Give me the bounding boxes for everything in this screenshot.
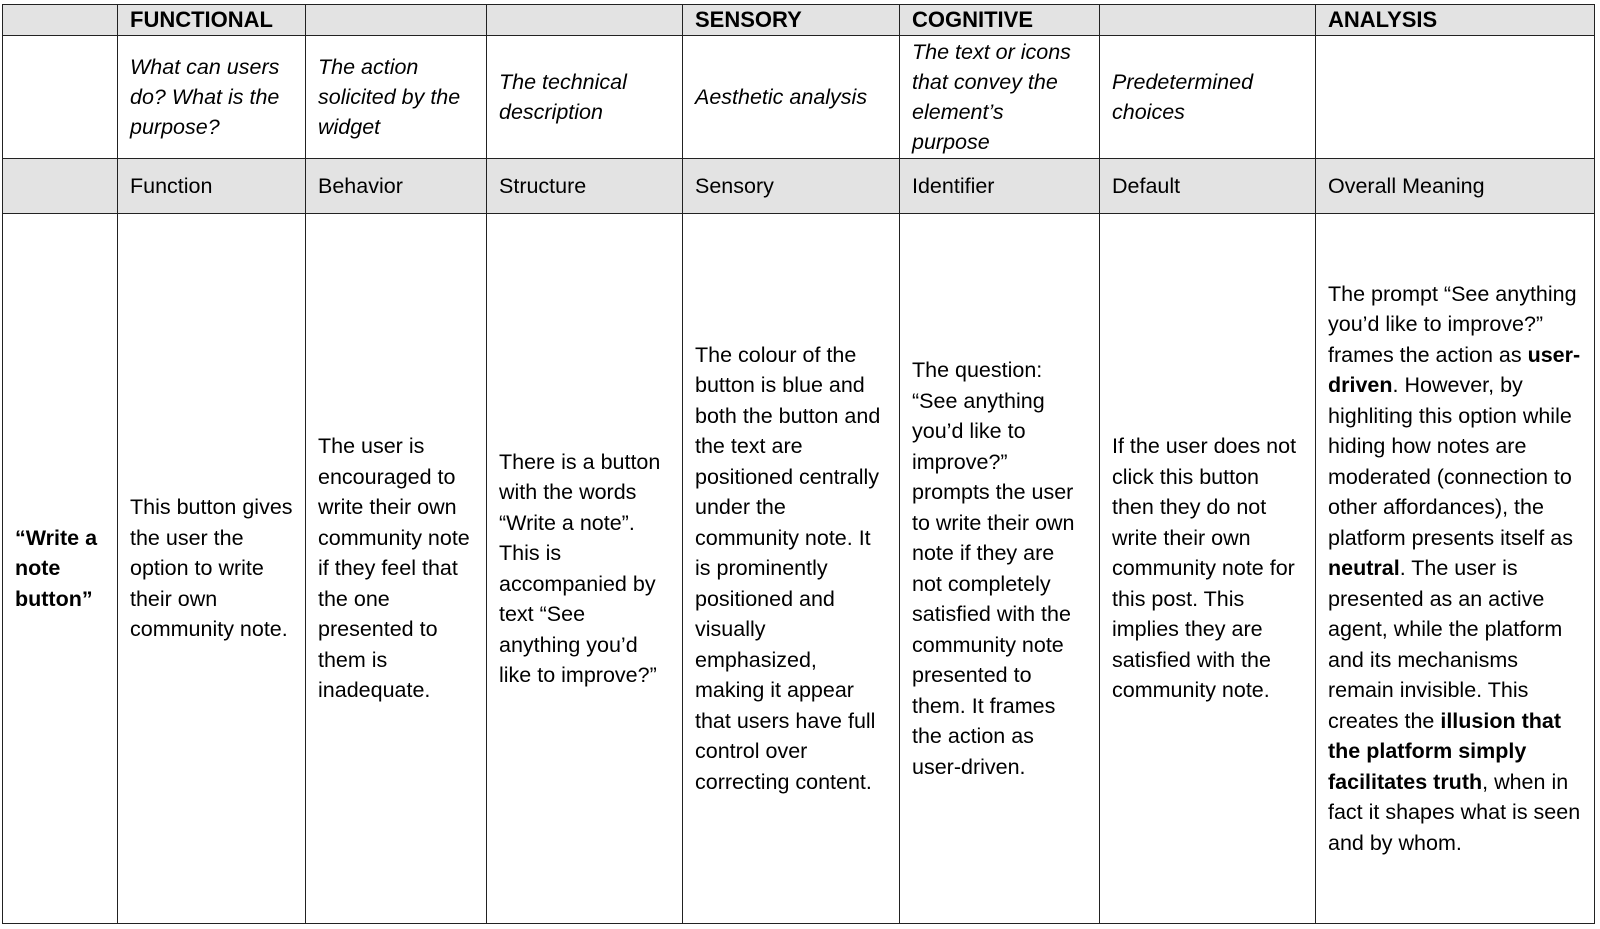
category-cell-blank <box>1100 5 1316 36</box>
label-identifier: Identifier <box>900 158 1100 214</box>
label-overall-meaning: Overall Meaning <box>1316 158 1595 214</box>
label-behavior: Behavior <box>306 158 487 214</box>
meaning-text: The prompt “See anything you’d like to improve?” frames the action as <box>1328 281 1577 367</box>
label-sensory: Sensory <box>683 158 900 214</box>
label-function: Function <box>118 158 306 214</box>
meaning-text: , when in fact it shapes what is seen and by whom. <box>1328 769 1581 855</box>
description-identifier: The text or icons that convey the element’s purpose <box>900 36 1100 158</box>
description-row <box>3 36 1595 158</box>
category-cell-blank <box>487 5 683 36</box>
cell-sensory: The colour of the button is blue and both the button and the text are positioned centrally under the community note. It is prominently positioned and visually emphasized, making it appear that users have full control over correcting content. <box>683 214 900 924</box>
cell-identifier: The question: “See anything you’d like to improve?” prompts the user to write their own note if they are not completely satisfied with the community note presented to them. It frames the action as user-driven. <box>900 214 1100 924</box>
category-cell-blank <box>306 5 487 36</box>
cell-behavior: The user is encouraged to write their own community note if they feel that the one presented to them is inadequate. <box>306 214 487 924</box>
cell-overall-meaning <box>1316 214 1595 924</box>
meaning-emphasis-neutral: neutral <box>1328 556 1400 581</box>
description-cell-blank <box>3 36 118 158</box>
category-header-row <box>3 5 1595 36</box>
cell-function: This button gives the user the option to write their own community note. <box>118 214 306 924</box>
category-analysis: ANALYSIS <box>1316 5 1595 36</box>
category-sensory: SENSORY <box>683 5 900 36</box>
category-functional: FUNCTIONAL <box>118 5 306 36</box>
category-cognitive: COGNITIVE <box>900 5 1100 36</box>
meaning-text: . The user is presented as an active agent, while the platform and its mechanisms remain invisible. This creates the <box>1328 556 1563 733</box>
description-behavior: The action solicited by the widget <box>306 36 487 158</box>
description-cell-blank <box>1316 36 1595 158</box>
label-cell-blank <box>3 158 118 214</box>
label-default: Default <box>1100 158 1316 214</box>
cell-structure: There is a button with the words “Write a note”. This is accompanied by text “See anything you’d like to improve?” <box>487 214 683 924</box>
label-structure: Structure <box>487 158 683 214</box>
meaning-emphasis-user-driven: user-driven <box>1328 342 1581 398</box>
meaning-emphasis-illusion: illusion that the platform simply facilitates truth <box>1328 708 1561 794</box>
table-row <box>3 214 1595 924</box>
cell-default: If the user does not click this button then they do not write their own community note for this post. This implies they are satisfied with the community note. <box>1100 214 1316 924</box>
description-sensory: Aesthetic analysis <box>683 36 900 158</box>
category-cell-blank <box>3 5 118 36</box>
row-header-write-a-note-button: “Write a note button” <box>3 214 118 924</box>
description-default: Predetermined choices <box>1100 36 1316 158</box>
description-structure: The technical description <box>487 36 683 158</box>
meaning-text: . However, by highliting this option while hiding how notes are moderated (connection to other affordances), the platform presents itself as <box>1328 373 1573 550</box>
column-label-row <box>3 158 1595 214</box>
affordance-analysis-table <box>2 4 1595 924</box>
description-function: What can users do? What is the purpose? <box>118 36 306 158</box>
